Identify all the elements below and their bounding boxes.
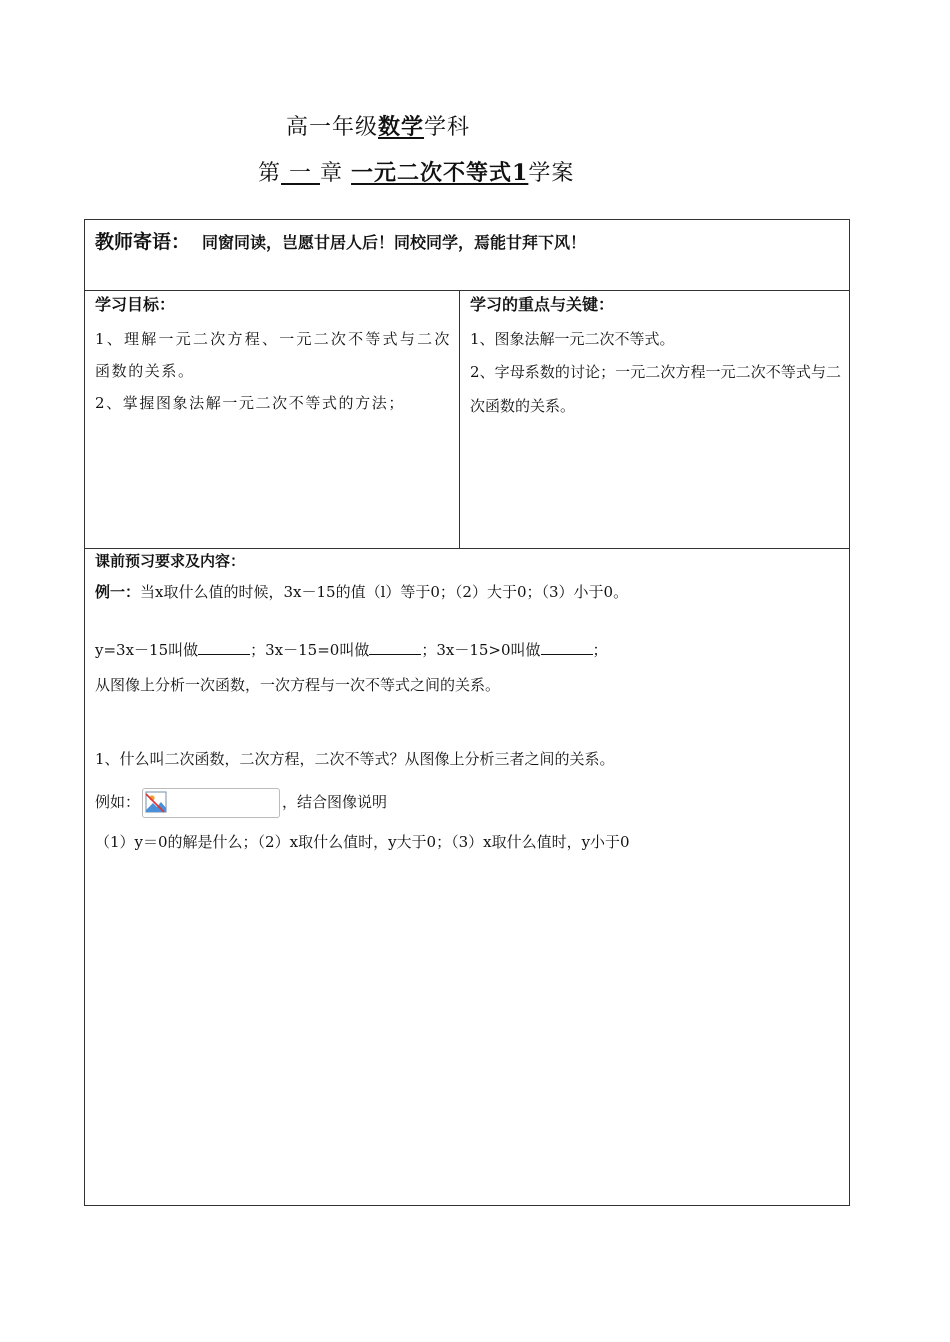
chapter-mid: 章 — [320, 161, 352, 186]
key-point-item-2: 2、字母系数的讨论；一元二次方程一元二次不等式与二次函数的关系。 — [470, 363, 841, 415]
fill-text-1: y=3x－15叫做 — [95, 641, 199, 659]
fill-text-3: ；3x－15>0叫做 — [421, 641, 541, 659]
objective-item-1: 1、理解一元二次方程、一元二次不等式与二次函数的关系。 — [95, 330, 451, 380]
question-parts: （1）y＝0的解是什么；（2）x取什么值时，y大于0；（3）x取什么值时，y小于0 — [95, 833, 630, 851]
chapter-number: 一 — [289, 161, 313, 186]
key-point-item-1: 1、图象法解一元二次不等式。 — [470, 330, 675, 348]
header-line-1 — [286, 110, 470, 141]
preview-heading: 课前预习要求及内容： — [95, 552, 246, 570]
grade-text: 高一年级 — [286, 115, 379, 140]
objectives-heading: 学习目标： — [95, 295, 176, 314]
relation-line: 从图像上分析一次函数，一次方程与一次不等式之间的关系。 — [95, 676, 501, 694]
example-line — [95, 786, 387, 818]
discipline-text: 学科 — [424, 115, 471, 140]
example-one-label: 例一： — [95, 583, 141, 601]
teacher-message-text: 同窗同读，岂愿甘居人后！同校同学，焉能甘拜下风！ — [202, 233, 587, 252]
example-one — [95, 581, 628, 603]
header-line-2 — [258, 156, 574, 187]
answer-blank-2[interactable] — [369, 640, 421, 655]
answer-blank-3[interactable] — [541, 640, 593, 655]
question-one: 1、什么叫二次函数，二次方程，二次不等式？从图像上分析三者之间的关系。 — [95, 750, 615, 768]
chapter-topic: 一元二次不等式1 — [351, 160, 529, 186]
broken-image-placeholder — [142, 788, 280, 818]
chapter-suffix: 学案 — [528, 161, 575, 186]
answer-blank-1[interactable] — [198, 640, 250, 655]
teacher-message-row — [85, 220, 849, 291]
teacher-message-label: 教师寄语： — [95, 231, 191, 253]
key-points-cell — [460, 291, 849, 548]
preview-section — [85, 549, 849, 851]
example-prefix: 例如： — [95, 793, 141, 811]
chapter-prefix: 第 — [258, 161, 282, 186]
key-points-heading: 学习的重点与关键： — [470, 295, 615, 314]
broken-image-icon — [145, 791, 167, 813]
goals-row — [85, 291, 849, 549]
objective-item-2: 2、掌握图象法解一元二次不等式的方法； — [95, 394, 405, 412]
objectives-cell — [85, 291, 460, 548]
teacher-message — [95, 227, 586, 254]
example-suffix: ，结合图像说明 — [282, 793, 388, 811]
example-one-text: 当x取什么值的时候，3x－15的值（l）等于0；（2）大于0；（3）小于0。 — [140, 583, 629, 601]
fill-in-line — [95, 639, 608, 661]
fill-text-2: ；3x－15=0叫做 — [250, 641, 370, 659]
fill-text-end: ； — [592, 641, 608, 659]
subject-text: 数学 — [378, 114, 425, 140]
worksheet-table — [84, 219, 850, 1206]
